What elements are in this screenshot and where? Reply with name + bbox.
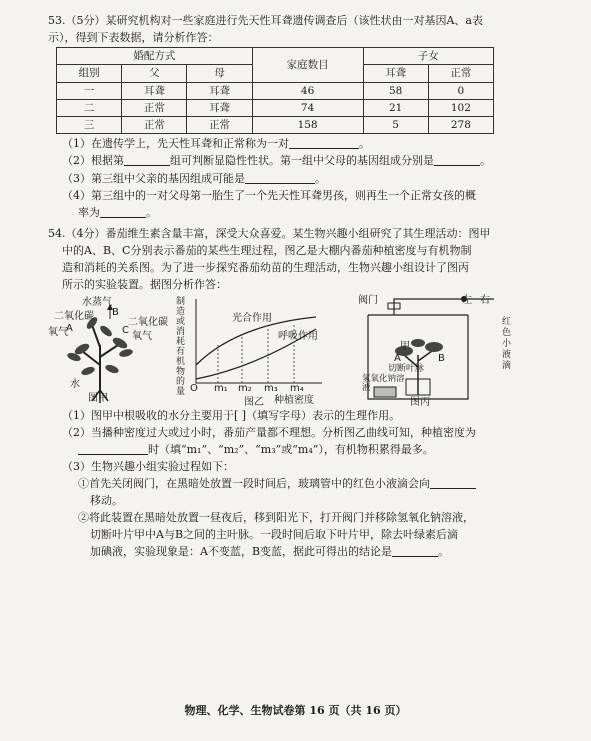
q53-sub3: （3）第三组中父亲的基因组成可能是 。 <box>62 171 326 185</box>
fig2-ylabel: 制造或消耗有机物的量 <box>176 296 186 397</box>
answer-blank[interactable] <box>289 137 359 149</box>
fig3-valve-label: 阀门 <box>358 294 378 306</box>
q54-sub3a: ①首先关闭阀门，在黑暗处放置一段时间后，玻璃管中的红色小液滴会向 <box>48 475 551 492</box>
genetics-table <box>56 47 494 134</box>
q54-sub3b3: 加碘液，实验现象是：A不变蓝，B变蓝，据此可得出的结论是 。 <box>90 545 450 559</box>
fig2-caption: 图乙 <box>244 396 264 408</box>
fig2-m3: m₃ <box>264 382 278 394</box>
cell-father: 正常 <box>122 99 187 116</box>
cell-group: 三 <box>57 117 122 134</box>
answer-blank[interactable] <box>434 154 480 166</box>
cell-group: 一 <box>57 82 122 99</box>
table-row <box>57 82 494 99</box>
fig2-m2: m₂ <box>238 382 252 394</box>
cell-mother: 正常 <box>187 117 252 134</box>
q54-sub3b1: ②将此装置在黑暗处放置一昼夜后，移到阳光下，打开阀门并移除氢氧化钠溶液， <box>78 511 474 525</box>
fig3-right-label: 右 <box>480 294 490 306</box>
fig2-photo-label: 光合作用 <box>232 312 272 324</box>
cell-deaf: 5 <box>363 117 428 134</box>
fig3-naoh-label: 氢氧化钠溶液 <box>362 373 405 393</box>
fig3-cut-label: 切断叶脉 <box>388 363 425 374</box>
fig1-co2b-label: 二氧化碳 <box>128 316 168 328</box>
cell-normal: 278 <box>428 117 493 134</box>
th-deaf: 耳聋 <box>363 65 428 82</box>
q54-l1: 54.（4分）番茄维生素含量丰富，深受大众喜爱。某生物兴趣小组研究了其生理活动：图甲 <box>48 226 491 240</box>
cell-deaf: 58 <box>363 82 428 99</box>
cell-normal: 102 <box>428 99 493 116</box>
fig2-resp-label: 呼吸作用 <box>278 330 318 342</box>
answer-blank[interactable] <box>245 172 315 184</box>
fig1-c-label: C <box>122 324 129 336</box>
fig1-o2-label: 氧气 <box>48 326 68 338</box>
cell-deaf: 21 <box>363 99 428 116</box>
q54-sub3: （3）生物兴趣小组实验过程如下： <box>62 459 234 473</box>
fig1-o2b-label: 氧气 <box>132 330 152 342</box>
cell-families: 74 <box>252 99 363 116</box>
q54-sub1: （1）图甲中根吸收的水分主要用于[ ]（填写字母）表示的生理作用。 <box>62 408 401 422</box>
th-father: 父 <box>122 65 187 82</box>
fig3-drop-label: 红色小液滴 <box>502 316 512 371</box>
cell-families: 46 <box>252 82 363 99</box>
q54-sub2: （2）当播种密度过大或过小时，番茄产量都不理想。分析图乙曲线可知，种植密度为 <box>62 425 476 439</box>
cell-father: 正常 <box>122 117 187 134</box>
th-children: 子女 <box>363 48 493 65</box>
answer-blank[interactable] <box>100 206 146 218</box>
cell-father: 耳聋 <box>122 82 187 99</box>
q53-sub2: （2）根据第 组可判断显隐性性状。第一组中父母的基因组成分别是 。 <box>62 154 491 168</box>
q53-sub4: （4）第三组中的一对父母第一胎生了一个先天性耳聋男孩，则再生一个正常女孩的概 <box>62 188 476 202</box>
cell-mother: 耳聋 <box>187 99 252 116</box>
fig1-a-label: A <box>66 322 73 334</box>
fig2-m4: m₄ <box>290 382 304 394</box>
q53-sub1: （1）在遗传学上，先天性耳聋和正常称为一对 。 <box>62 137 370 151</box>
q54-l4: 所示的实验装置。据图分析作答： <box>62 277 227 291</box>
fig1-water-label: 水 <box>70 378 80 390</box>
fig1-vapor-label: 水蒸气 <box>82 296 112 308</box>
th-group: 组别 <box>57 65 122 82</box>
cell-mother: 耳聋 <box>187 82 252 99</box>
answer-blank[interactable] <box>430 477 476 489</box>
fig3-jia-label: 甲 <box>400 340 410 352</box>
q54-sub2b: 时（填“m₁”、“m₂”、“m₃”或“m₄”），有机物积累得最多。 <box>48 441 551 458</box>
q54-l3: 造和消耗的关系图。为了进一步探究番茄幼苗的生理活动，生物兴趣小组设计了图丙 <box>62 260 469 274</box>
answer-blank[interactable] <box>124 154 170 166</box>
cell-families: 158 <box>252 117 363 134</box>
th-normal: 正常 <box>428 65 493 82</box>
fig1-b-label: B <box>112 306 119 318</box>
fig3-b-label: B <box>438 352 445 364</box>
fig2-origin: O <box>190 382 198 394</box>
q53-header2: 示），得到下表数据，请分析作答： <box>48 31 219 45</box>
fig1-caption: 图甲 <box>88 392 108 404</box>
table-row <box>57 117 494 134</box>
answer-blank[interactable] <box>392 545 438 557</box>
q53-sub4b: 率为 。 <box>78 205 157 219</box>
th-mother: 母 <box>187 65 252 82</box>
answer-blank[interactable] <box>78 443 148 455</box>
fig3-caption: 图丙 <box>410 396 430 408</box>
cell-normal: 0 <box>428 82 493 99</box>
cell-group: 二 <box>57 99 122 116</box>
th-families: 家庭数目 <box>252 48 363 83</box>
table-row <box>57 99 494 116</box>
q54-l2: 中的A、B、C分别表示番茄的某些生理过程，图乙是大棚内番茄种植密度与有机物制 <box>62 243 472 257</box>
question-54 <box>48 225 551 561</box>
page-footer: 物理、化学、生物试卷第 16 页（共 16 页） <box>184 703 407 717</box>
fig2-m1: m₁ <box>214 382 228 394</box>
q54-sub3b2: 切断叶片甲中A与B之间的主叶脉。一段时间后取下叶片甲，除去叶绿素后滴 <box>90 528 459 542</box>
th-marriage: 婚配方式 <box>57 48 253 65</box>
q54-sub3a2: 移动。 <box>90 494 123 508</box>
fig1-co2-label: 二氧化碳 <box>54 310 94 322</box>
fig3-left-label: 左 <box>462 294 472 306</box>
figures-row <box>48 295 551 407</box>
fig2-xlabel: 种植密度 <box>274 394 314 406</box>
question-53 <box>48 12 551 221</box>
fig3-a-label: A <box>394 352 401 364</box>
q53-header: 53.（5分）某研究机构对一些家庭进行先天性耳聋遗传调查后（该性状由一对基因A、a表 <box>48 14 483 27</box>
